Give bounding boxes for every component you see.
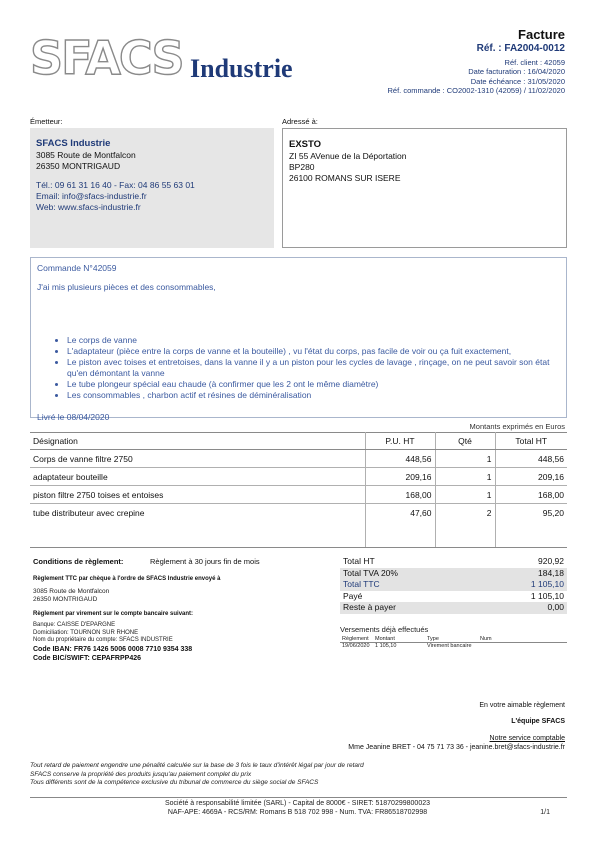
total-label: Total TTC xyxy=(343,579,380,589)
table-row xyxy=(340,643,567,650)
addressee-address3: 26100 ROMANS SUR ISERE xyxy=(289,173,401,183)
total-value: 184,18 xyxy=(538,567,564,578)
cell-payment-date: 19/06/2020 xyxy=(342,643,370,649)
addressee-address2: BP280 xyxy=(289,162,315,172)
cell-type: Virement bancaire xyxy=(427,643,472,649)
bank-details xyxy=(33,622,192,663)
cheque-address-line: 3085 Route de Montfalcon xyxy=(33,588,110,595)
cell-total: 448,56 xyxy=(495,450,567,468)
items-table xyxy=(30,432,567,548)
cell-qty: 2 xyxy=(435,504,495,548)
payments-made-title: Versements déjà effectués xyxy=(340,625,429,634)
cell-unit-price: 168,00 xyxy=(365,486,435,504)
list-item: Le tube plongeur spécial eau chaude (à confirmer que les 2 ont le même diamètre) xyxy=(55,379,560,390)
total-value: 0,00 xyxy=(547,602,564,612)
header-type: Type xyxy=(425,636,478,643)
cell-total: 209,16 xyxy=(495,468,567,486)
footer-company-info: Société à responsabilité limitée (SARL) - Capital de 8000€ - SIRET: 51870299800023 xyxy=(165,800,430,807)
list-item: Le corps de vanne xyxy=(55,335,560,346)
table-header-row xyxy=(30,433,567,450)
cell-num xyxy=(478,643,567,650)
total-ttc-row xyxy=(340,579,567,591)
header-designation: Désignation xyxy=(30,433,365,450)
greeting-text: En votre aimable règlement xyxy=(479,702,565,709)
logo-brand-text: SFACS xyxy=(30,31,183,85)
company-logo xyxy=(30,30,320,90)
paid-row xyxy=(340,591,567,603)
list-item: Le piston avec toises et entretoises, dans la vanne il y a un piston pour les cycles de lavage , rinçage, on ne peut savoir son état qu'en démontant la vanne xyxy=(55,357,560,379)
total-value: 1 105,10 xyxy=(530,579,564,589)
total-value: 1 105,10 xyxy=(530,590,564,601)
order-ref: Réf. commande : CO2002-1310 (42059) / 11/02/2020 xyxy=(387,85,565,95)
cell-designation: piston filtre 2750 toises et entoises xyxy=(30,486,365,504)
payment-conditions-value: Règlement à 30 jours fin de mois xyxy=(150,557,260,566)
header-num: Num xyxy=(478,636,567,643)
due-date: Date échéance : 31/05/2020 xyxy=(470,76,565,86)
order-note-intro: J'ai mis plusieurs pièces et des consommables, xyxy=(37,282,216,292)
invoice-meta xyxy=(388,58,565,95)
legal-line: SFACS conserve la propriété des produits jusqu'au paiement complet du prix xyxy=(30,770,252,778)
addressee-box xyxy=(282,128,567,248)
cell-unit-price: 448,56 xyxy=(365,450,435,468)
emitter-email: Email: info@sfacs-industrie.fr xyxy=(36,191,147,201)
invoice-reference: Réf. : FA2004-0012 xyxy=(476,43,565,54)
total-label: Reste à payer xyxy=(343,602,396,612)
accounting-service: Notre service comptable xyxy=(489,735,565,742)
client-ref: Réf. client : 42059 xyxy=(504,58,565,67)
bic-code: Code BIC/SWIFT: CEPAFRPP426 xyxy=(33,654,141,662)
total-label: Payé xyxy=(343,590,363,601)
invoice-title: Facture xyxy=(518,27,565,42)
currency-note: Montants exprimés en Euros xyxy=(469,422,565,431)
invoice-date: Date facturation : 16/04/2020 xyxy=(468,67,565,77)
emitter-address1: 3085 Route de Montfalcon xyxy=(36,150,136,160)
emitter-web: Web: www.sfacs-industrie.fr xyxy=(36,202,141,212)
total-tva-row xyxy=(340,568,567,580)
cell-total: 168,00 xyxy=(495,486,567,504)
cheque-address-line: 26350 MONTRIGAUD xyxy=(33,595,98,603)
header-payment-date: Règlement xyxy=(340,636,373,643)
cell-designation: adaptateur bouteille xyxy=(30,468,365,486)
order-note-box xyxy=(30,257,567,422)
page-number: 1/1 xyxy=(540,809,550,816)
totals-block xyxy=(340,556,567,614)
emitter-label: Émetteur: xyxy=(30,117,63,126)
table-row xyxy=(30,504,567,548)
emitter-address2: 26350 MONTRIGAUD xyxy=(36,161,121,171)
table-row xyxy=(30,486,567,504)
cell-total: 95,20 xyxy=(495,504,567,548)
accounting-contact: Mme Jeanine BRET - 04 75 71 73 36 - jeanine.bret@sfacs-industrie.fr xyxy=(348,744,565,751)
transfer-title: Règlement par virement sur le compte bancaire suivant: xyxy=(33,611,194,617)
footer-registration-info: NAF-APE: 4669A - RCS/RM: Romans B 518 702 998 - Num. TVA: FR86518702998 xyxy=(167,809,428,816)
emitter-phone: Tél.: 09 61 31 16 40 - Fax: 04 86 55 63 01 xyxy=(36,180,195,190)
team-signature: L'équipe SFACS xyxy=(511,718,565,725)
legal-line: Tous différents sont de la compétence exclusive du tribunal de commerce du siège social de SFACS xyxy=(30,779,319,786)
legal-line: Tout retard de paiement engendre une pénalité calculée sur la base de 3 fois le taux d'intérêt légal par jour de retard xyxy=(30,762,364,769)
cheque-title: Règlement TTC par chèque à l'ordre de SFACS Industrie envoyé à xyxy=(33,576,221,582)
list-item: L'adaptateur (pièce entre la corps de vanne et la bouteille) , vu l'état du corps, pas facile de voir ou ça fuit exactement, xyxy=(55,346,560,357)
header-unit-price: P.U. HT xyxy=(365,433,435,450)
cell-unit-price: 47,60 xyxy=(365,504,435,548)
account-owner: Nom du propriétaire du compte: SFACS INDUSTRIE xyxy=(33,637,173,643)
cell-qty: 1 xyxy=(435,468,495,486)
payment-conditions-label: Conditions de règlement: xyxy=(33,557,124,566)
addressee-label: Adressé à: xyxy=(282,117,318,126)
iban-code: Code IBAN: FR76 1426 5006 0008 7710 9354 338 xyxy=(33,645,193,653)
order-note-title: Commande N°42059 xyxy=(37,263,117,273)
table-row xyxy=(30,468,567,486)
addressee-name: EXSTO xyxy=(289,139,322,150)
total-label: Total TVA 20% xyxy=(343,567,398,578)
header-total: Total HT xyxy=(495,433,567,450)
total-ht-row xyxy=(340,556,567,568)
cell-qty: 1 xyxy=(435,486,495,504)
emitter-box xyxy=(30,128,274,248)
cell-amount: 1 105,10 xyxy=(375,643,397,649)
table-row xyxy=(30,450,567,468)
delivery-date: Livré le 08/04/2020 xyxy=(37,412,110,422)
cheque-address xyxy=(33,588,109,603)
total-label: Total HT xyxy=(343,556,375,566)
header-qty: Qté xyxy=(435,433,495,450)
remaining-row xyxy=(340,602,567,614)
footer-divider xyxy=(30,797,567,798)
order-note-list xyxy=(55,335,560,401)
total-value: 920,92 xyxy=(538,556,564,566)
cell-designation: tube distributeur avec crepine xyxy=(30,504,365,548)
cell-designation: Corps de vanne filtre 2750 xyxy=(30,450,365,468)
emitter-name: SFACS Industrie xyxy=(36,138,111,149)
legal-notice xyxy=(30,762,364,788)
payments-made-table xyxy=(340,636,567,649)
header-amount: Montant xyxy=(373,636,425,643)
cell-qty: 1 xyxy=(435,450,495,468)
addressee-address1: ZI 55 AVenue de la Déportation xyxy=(289,151,407,161)
cell-unit-price: 209,16 xyxy=(365,468,435,486)
bank-domiciliation: Domiciliation: TOURNON SUR RHONE xyxy=(33,629,139,636)
logo-suffix-text: Industrie xyxy=(190,54,293,83)
list-item: Les consommables , charbon actif et résines de déminéralisation xyxy=(55,390,560,401)
bank-name: Banque: CAISSE D'EPARGNE xyxy=(33,622,116,628)
